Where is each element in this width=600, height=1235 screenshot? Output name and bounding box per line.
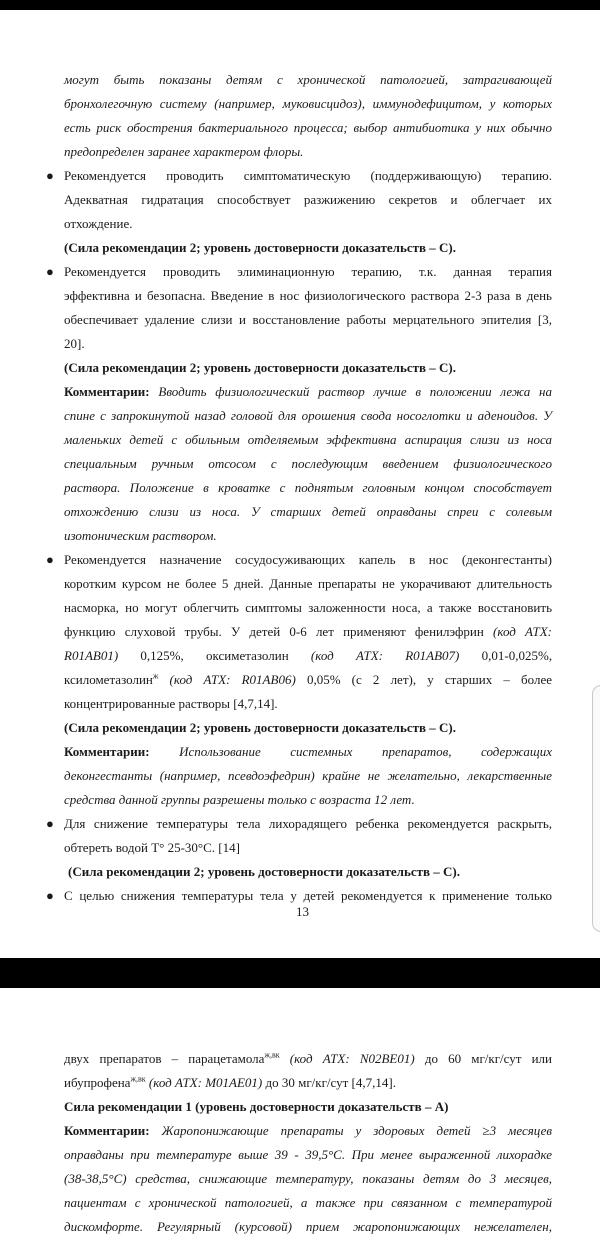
comment-1-line: раствора. Положение в кроватке с поднятым головным концом способствует — [64, 480, 552, 495]
bullet-3-line: концентрированные растворы [4,7,14]. — [64, 696, 278, 711]
comment-2-line: средства данной группы разрешены только с возраста 12 лет. — [64, 792, 415, 807]
comment-3-line: (38-38,5°С) средства, снижающие температуру, показаны детям до 3 месяцев, — [64, 1171, 552, 1186]
comment-1-line: специальным ручным отсосом с последующим введением физиологического — [64, 456, 552, 471]
bullet-3-line — [64, 648, 552, 664]
bullet-icon: ● — [46, 816, 54, 831]
bullet-5-line: С целью снижения температуры тела у детей рекомендуется к применение только — [64, 888, 552, 903]
bullet-1-line: Рекомендуется проводить симптоматическую (поддерживающую) терапию. — [64, 168, 552, 183]
comment-1-line: спине с запрокинутой назад головой для орошения свода носоглотки и аденоидов. У — [64, 408, 552, 423]
page2-line — [64, 1075, 396, 1091]
comment-label: Комментарии: — [64, 1123, 150, 1138]
bullet-3-line — [64, 672, 552, 688]
bullet-1-line: Адекватная гидратация способствует разжижению секретов и облегчает их — [64, 192, 552, 207]
atx-code: (код АТХ: — [493, 624, 553, 639]
atx-code: (код АТХ: R01AB06) — [169, 672, 296, 687]
bullet-icon: ● — [46, 888, 54, 903]
atx-code: АТХ: — [356, 648, 383, 663]
page-separator-bar — [0, 958, 600, 988]
comment-text: Жаропонижающие препараты у здоровых детей ≥3 месяцев — [161, 1123, 552, 1138]
recommendation-strength: Сила рекомендации 1 (уровень достоверности доказательств – А) — [64, 1099, 449, 1114]
top-black-bar — [0, 0, 600, 10]
page2-line — [64, 1051, 552, 1067]
comment-2-line: деконгестанты (например, псевдоэфедрин) крайне не желательно, лекарственные — [64, 768, 552, 783]
dose: до 60 мг/кг/сут или — [424, 1051, 552, 1066]
footnote-mark: ж,вк — [264, 1050, 280, 1060]
scroll-handle[interactable] — [592, 685, 600, 932]
dose: 0,05% (с 2 лет), у старших – более — [306, 672, 553, 687]
atx-code: (код АТХ: N02BE01) — [289, 1051, 415, 1066]
drug-name: ксилометазолин$^ж$ — [64, 671, 159, 687]
page-number: 13 — [296, 904, 309, 919]
bullet-3-text: функцию слуховой трубы. У детей 0-6 лет применяют фенилэфрин — [64, 624, 484, 639]
drug-name: двух препаратов – парацетамола$^{ж,вк}$ — [64, 1050, 280, 1066]
comment-3-line — [64, 1123, 552, 1139]
recommendation-strength: (Сила рекомендации 2; уровень достоверности доказательств – С). — [64, 720, 456, 735]
bullet-3-line: коротким курсом не более 5 дней. Данные препараты не укорачивают длительность — [64, 576, 552, 591]
bullet-2-line: обеспечивает удаление слизи и восстановление работы мерцательного эпителия [3, — [64, 312, 552, 327]
atx-code: R01AB01) — [64, 648, 119, 663]
bullet-4-line: Для снижение температуры тела лихорадящего ребенка рекомендуется раскрыть, — [64, 816, 552, 831]
comment-2-line — [64, 744, 552, 760]
bullet-2-line: эффективна и безопасна. Введение в нос физиологического раствора 2-3 раза в день — [64, 288, 552, 303]
dose: до 30 мг/кг/сут [4,7,14]. — [265, 1075, 396, 1090]
comment-text: Вводить физиологический раствор лучше в положении лежа на — [158, 384, 553, 399]
atx-code: (код — [310, 648, 334, 663]
footnote-mark: ж,вк — [130, 1074, 146, 1084]
bullet-icon: ● — [46, 168, 54, 183]
dose: 0,125%, — [140, 648, 184, 663]
comment-label: Комментарии: — [64, 744, 150, 759]
comment-3-line: дискомфорте. Регулярный (курсовой) прием жаропонижающих нежелателен, — [64, 1219, 552, 1234]
bullet-2-line: 20]. — [64, 336, 85, 351]
bullet-icon: ● — [46, 552, 54, 567]
footnote-mark: ж — [152, 671, 159, 681]
comment-3-line: оправданы при температуре выше 39 - 39,5°С. При менее выраженной лихорадке — [64, 1147, 552, 1162]
bullet-3-line: Рекомендуется назначение сосудосуживающих капель в нос (деконгестанты) — [64, 552, 552, 567]
comment-3-line: пациентам с хронической патологией, а также при связанном с температурой — [64, 1195, 552, 1210]
comment-1-line: маленьких детей с обильным отделяемым эффективна аспирация слизи из носа — [64, 432, 552, 447]
dose: 0,01-0,025%, — [481, 648, 553, 663]
bullet-3-line: насморка, но могут облегчить симптомы заложенности носа, а также восстановить — [64, 600, 552, 615]
intro-line: есть риск обострения бактериального процесса; выбор антибиотика у них обычно — [64, 120, 552, 135]
drug-name: ибупрофена$^{ж,вк}$ — [64, 1074, 146, 1090]
comment-1-line: отхождению слизи из носа. У старших детей оправданы спреи с солевым — [64, 504, 552, 519]
comment-text: Использование системных препаратов, содержащих — [179, 744, 552, 759]
bullet-4-line: обтереть водой Т° 25-30°С. [14] — [64, 840, 240, 855]
atx-code: (код АТХ: М01АЕ01) — [148, 1075, 263, 1090]
recommendation-strength: (Сила рекомендации 2; уровень достоверности доказательств – С). — [64, 360, 456, 375]
atx-code: R01AB07) — [405, 648, 460, 663]
recommendation-strength: (Сила рекомендации 2; уровень достоверности доказательств – С). — [64, 240, 456, 255]
intro-line: могут быть показаны детям с хронической патологией, затрагивающей — [64, 72, 552, 87]
intro-line: бронхолегочную систему (например, муковисцидоз), иммунодефицитом, у которых — [64, 96, 552, 111]
bullet-icon: ● — [46, 264, 54, 279]
bullet-1-line: отхождение. — [64, 216, 133, 231]
comment-label: Комментарии: — [64, 384, 150, 399]
comment-1-line — [64, 384, 552, 400]
bullet-3-line — [64, 624, 552, 640]
intro-line: предопределен заранее характером флоры. — [64, 144, 304, 159]
bullet-2-line: Рекомендуется проводить элиминационную терапию, т.к. данная терапия — [64, 264, 552, 279]
recommendation-strength: (Сила рекомендации 2; уровень достоверности доказательств – С). — [68, 864, 460, 879]
comment-1-line: изотоническим раствором. — [64, 528, 217, 543]
drug-name: оксиметазолин — [206, 648, 289, 663]
